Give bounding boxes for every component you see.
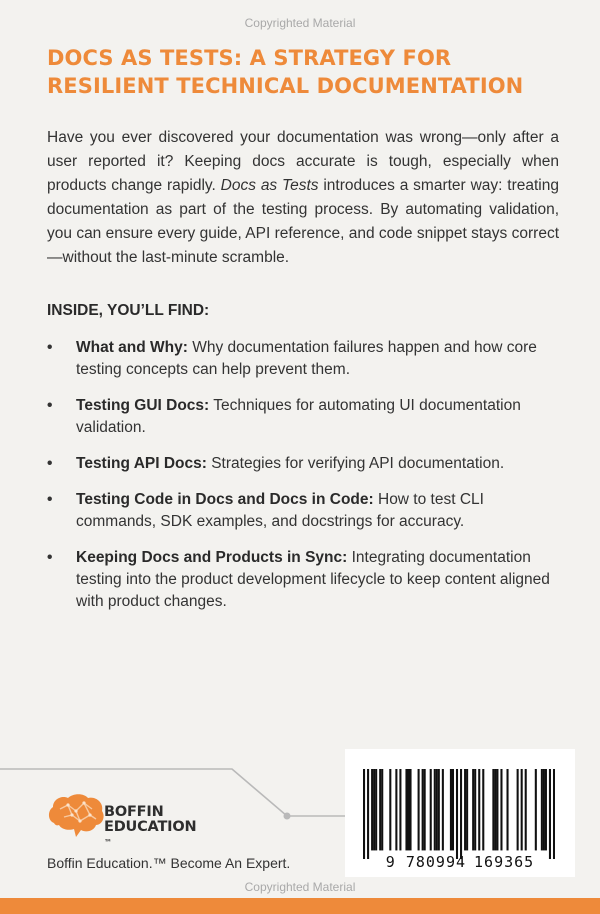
copyright-watermark-bottom: Copyrighted Material xyxy=(244,880,356,894)
copyright-watermark-top: Copyrighted Material xyxy=(244,16,356,30)
barcode-bar xyxy=(373,769,375,850)
feature-text: Why documentation failures happen and how core testing concepts can help prevent them. xyxy=(76,339,537,378)
barcode-bar xyxy=(389,769,391,850)
bullet-icon: • xyxy=(47,339,53,356)
barcode-bar xyxy=(517,769,519,850)
trademark-symbol: ™ xyxy=(104,838,112,847)
feature-lead: Testing API Docs: xyxy=(76,455,207,472)
barcode-bar xyxy=(379,769,381,850)
publisher-name-line2: EDUCATION xyxy=(104,819,197,835)
feature-item xyxy=(47,489,567,533)
barcode-bar xyxy=(494,769,496,850)
bullet-icon: • xyxy=(47,549,53,566)
barcode-bar xyxy=(535,769,537,850)
barcode-bar xyxy=(407,769,409,850)
barcode-bar xyxy=(395,769,397,850)
feature-lead: Testing GUI Docs: xyxy=(76,397,210,414)
feature-lead: What and Why: xyxy=(76,339,188,356)
barcode-bar xyxy=(553,769,555,859)
barcode-bar xyxy=(422,769,424,850)
barcode-bar xyxy=(381,769,383,850)
barcode-bar xyxy=(442,769,444,850)
barcode-bar xyxy=(450,769,452,850)
feature-lead: Testing Code in Docs and Docs in Code: xyxy=(76,491,374,508)
intro-text-start: Have you ever discovered your documentation was wrong—only after a user reported it? Keeping docs accurate is tough, especially when products change rapidly. xyxy=(47,129,559,194)
barcode-bar xyxy=(460,769,462,859)
barcode-bar xyxy=(452,769,454,850)
intro-paragraph xyxy=(47,126,559,270)
barcode-group-right: 169365 xyxy=(474,853,535,871)
feature-item xyxy=(47,453,567,475)
intro-text-end: introduces a smarter way: treating documentation as part of the testing process. By automating validation, you can ensure every guide, API reference, and code snippet stays correct—without the last-minute scramble. xyxy=(47,177,559,266)
barcode-bar xyxy=(525,769,527,850)
barcode-bar xyxy=(430,769,432,850)
barcode-bar xyxy=(363,769,365,859)
publisher-tagline: Boffin Education.™ Become An Expert. xyxy=(47,855,291,871)
barcode-bar xyxy=(543,769,545,850)
barcode-bar xyxy=(434,769,436,850)
brain-logo-icon xyxy=(46,793,106,839)
feature-lead: Keeping Docs and Products in Sync: xyxy=(76,549,348,566)
barcode-bar xyxy=(545,769,547,850)
barcode-bar xyxy=(436,769,438,850)
barcode-bar xyxy=(375,769,377,850)
book-title: DOCS AS TESTS: A STRATEGY FOR RESILIENT TECHNICAL DOCUMENTATION xyxy=(47,46,524,98)
barcode-first-digit: 9 xyxy=(385,853,396,871)
barcode-bar xyxy=(541,769,543,850)
barcode-bar xyxy=(496,769,498,850)
feature-text: How to test CLI commands, SDK examples, and docstrings for accuracy. xyxy=(76,491,484,530)
barcode-bar xyxy=(549,769,551,859)
bullet-icon: • xyxy=(47,491,53,508)
barcode-digits xyxy=(345,853,575,871)
intro-book-name: Docs as Tests xyxy=(220,177,319,194)
barcode-bar xyxy=(405,769,407,850)
accent-bottom-bar xyxy=(0,898,600,914)
barcode-bar xyxy=(472,769,474,850)
isbn-barcode xyxy=(345,749,575,877)
barcode-bars xyxy=(363,769,555,859)
inside-heading: INSIDE, YOU’LL FIND: xyxy=(47,302,210,319)
barcode-bar xyxy=(456,769,458,859)
publisher-name-line1: BOFFIN xyxy=(104,804,164,820)
barcode-bar xyxy=(521,769,523,850)
barcode-bar xyxy=(492,769,494,850)
feature-list xyxy=(47,337,567,627)
barcode-bar xyxy=(371,769,373,850)
barcode-bar xyxy=(506,769,508,850)
barcode-bar xyxy=(464,769,466,850)
barcode-bar xyxy=(399,769,401,850)
feature-item xyxy=(47,337,567,381)
barcode-bar xyxy=(409,769,411,850)
barcode-bar xyxy=(418,769,420,850)
feature-item xyxy=(47,547,567,613)
barcode-bar xyxy=(438,769,440,850)
barcode-bar xyxy=(466,769,468,850)
barcode-group-left: 780994 xyxy=(405,853,467,871)
feature-text: Integrating documentation testing into the product development lifecycle to keep content aligned with product changes. xyxy=(76,549,550,610)
barcode-bar xyxy=(474,769,476,850)
barcode-bar xyxy=(478,769,480,850)
bullet-icon: • xyxy=(47,455,53,472)
feature-item xyxy=(47,395,567,439)
feature-text: Techniques for automating UI documentation validation. xyxy=(76,397,521,436)
barcode-bar xyxy=(367,769,369,859)
feature-text: Strategies for verifying API documentation. xyxy=(206,455,505,472)
barcode-bar xyxy=(500,769,502,850)
publisher-logo-text xyxy=(104,805,196,850)
bullet-icon: • xyxy=(47,397,53,414)
barcode-bar xyxy=(482,769,484,850)
barcode-bar xyxy=(424,769,426,850)
